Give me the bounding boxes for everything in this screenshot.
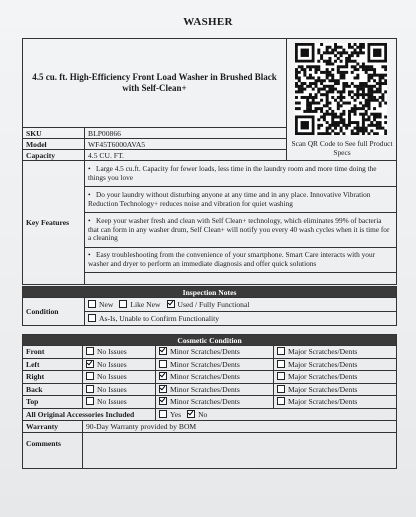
cosmetic-table (22, 334, 397, 469)
cosmetic-option[interactable] (86, 347, 127, 356)
spec-value-sku: BLP00866 (85, 128, 287, 139)
warranty-value: 90-Day Warranty provided by BOM (83, 420, 397, 432)
checkbox-label: No Issues (97, 397, 127, 407)
condition-option[interactable] (88, 314, 219, 323)
bullet-icon: • (88, 189, 91, 199)
checkbox-label: Minor Scratches/Dents (170, 397, 240, 407)
checkbox-icon[interactable] (277, 347, 285, 355)
checkbox-label: No Issues (97, 347, 127, 357)
cosmetic-option[interactable] (159, 397, 240, 406)
comments-field[interactable] (83, 432, 397, 468)
accessories-options (156, 408, 397, 420)
cosmetic-row (23, 358, 397, 371)
condition-options-row (85, 298, 397, 312)
feature-empty-row (85, 273, 397, 285)
qr-caption: Scan QR Code to See full Product Specs (291, 139, 393, 157)
checkbox-icon[interactable] (88, 300, 96, 308)
checkbox-label: Minor Scratches/Dents (170, 372, 240, 382)
checkbox-label: Major Scratches/Dents (288, 347, 358, 357)
cosmetic-option[interactable] (277, 360, 357, 369)
checkbox-icon[interactable] (277, 397, 285, 405)
cosmetic-option[interactable] (86, 397, 127, 406)
product-name: 4.5 cu. ft. High-Efficiency Front Load Washer in Brushed Black with Self-Clean+ (32, 72, 277, 93)
checked-checkbox-icon[interactable] (187, 410, 195, 418)
checkbox-label: Major Scratches/Dents (288, 372, 358, 382)
key-features-label: Key Features (23, 161, 85, 285)
checkbox-label: New (99, 300, 114, 309)
spec-label-capacity: Capacity (23, 150, 85, 161)
warranty-label: Warranty (23, 420, 83, 432)
inspection-table (22, 286, 397, 326)
cosmetic-row-label: Left (23, 358, 83, 371)
cosmetic-option[interactable] (159, 385, 240, 394)
cosmetic-cell (156, 346, 274, 359)
cosmetic-option[interactable] (277, 347, 357, 356)
checkbox-icon[interactable] (277, 372, 285, 380)
cosmetic-row (23, 396, 397, 409)
qr-code-icon[interactable] (295, 43, 387, 135)
cosmetic-row (23, 383, 397, 396)
cosmetic-row-label: Right (23, 371, 83, 384)
feature-item (85, 248, 397, 273)
inspection-header: Inspection Notes (23, 287, 397, 298)
cosmetic-cell (83, 371, 156, 384)
feature-text: Easy troubleshooting from the convenience of your smartphone. Smart Care interacts with your washer and dryer to perform an immediate diagnosis and offer quick solutions (88, 250, 376, 268)
checkbox-icon[interactable] (86, 397, 94, 405)
cosmetic-cell (83, 383, 156, 396)
checkbox-label: Major Scratches/Dents (288, 384, 358, 394)
checkbox-label: No Issues (97, 384, 127, 394)
cosmetic-row-label: Top (23, 396, 83, 409)
feature-text: Large 4.5 cu.ft. Capacity for fewer loads, less time in the laundry room and more time doing the things you love (88, 163, 377, 182)
cosmetic-cell (156, 383, 274, 396)
checkbox-icon[interactable] (119, 300, 127, 308)
cosmetic-cell (83, 346, 156, 359)
feature-item (85, 161, 397, 187)
checkbox-label: Minor Scratches/Dents (170, 384, 240, 394)
checked-checkbox-icon[interactable] (159, 397, 167, 405)
checkbox-label: Minor Scratches/Dents (170, 347, 240, 357)
cosmetic-cell (274, 371, 397, 384)
checkbox-icon[interactable] (86, 372, 94, 380)
cosmetic-cell (156, 371, 274, 384)
cosmetic-row (23, 346, 397, 359)
bullet-icon: • (88, 163, 91, 173)
qr-cell (287, 39, 397, 161)
cosmetic-option[interactable] (86, 372, 127, 381)
checkbox-label: As-Is, Unable to Confirm Functionality (99, 314, 220, 323)
cosmetic-cell (274, 383, 397, 396)
cosmetic-header: Cosmetic Condition (23, 335, 397, 346)
bullet-icon: • (88, 250, 91, 260)
feature-text: Do your laundry without disturbing anyone at any time and in any place. Innovative Vibration Reduction Technology+ reduces noise and vibration for quiet washing (88, 189, 371, 208)
cosmetic-cell (274, 396, 397, 409)
cosmetic-row-label: Front (23, 346, 83, 359)
spec-label-model: Model (23, 139, 85, 150)
spec-value-capacity: 4.5 CU. FT. (85, 150, 287, 161)
product-name-cell (23, 39, 287, 128)
accessories-option[interactable] (187, 410, 207, 419)
cosmetic-option[interactable] (277, 397, 357, 406)
cosmetic-cell (156, 358, 274, 371)
feature-text: Keep your washer fresh and clean with Self Clean+ technology, which eliminates 99% of bacteria that can form in any washer drum, Self Clean+ will notify you every 40 wash cycles when it is time for a cleaning (88, 216, 390, 243)
condition-option[interactable] (119, 300, 160, 309)
cosmetic-cell (156, 396, 274, 409)
cosmetic-option[interactable] (277, 372, 357, 381)
cosmetic-option[interactable] (277, 385, 357, 394)
feature-item (85, 187, 397, 213)
bullet-icon: • (88, 216, 91, 226)
cosmetic-option[interactable] (86, 385, 127, 394)
checked-checkbox-icon[interactable] (159, 385, 167, 393)
feature-item (85, 213, 397, 248)
checkbox-label: No Issues (97, 359, 127, 369)
checkbox-label: Major Scratches/Dents (288, 359, 358, 369)
checkbox-icon[interactable] (86, 385, 94, 393)
checkbox-label: No Issues (97, 372, 127, 382)
cosmetic-row (23, 371, 397, 384)
checkbox-label: Minor Scratches/Dents (170, 359, 240, 369)
cosmetic-option[interactable] (86, 360, 127, 369)
checked-checkbox-icon[interactable] (159, 347, 167, 355)
checkbox-icon[interactable] (277, 360, 285, 368)
condition-option[interactable] (167, 300, 250, 309)
cosmetic-option[interactable] (159, 360, 240, 369)
checkbox-label: Used / Fully Functional (177, 300, 250, 309)
checked-checkbox-icon[interactable] (86, 360, 94, 368)
spec-value-model: WF45T6000AVA5 (85, 139, 287, 150)
condition-label: Condition (23, 298, 85, 326)
cosmetic-cell (274, 358, 397, 371)
condition-option[interactable] (88, 300, 113, 309)
checked-checkbox-icon[interactable] (159, 372, 167, 380)
checked-checkbox-icon[interactable] (167, 300, 175, 308)
condition-options-row (85, 312, 397, 326)
checkbox-icon[interactable] (86, 347, 94, 355)
checkbox-icon[interactable] (277, 385, 285, 393)
checkbox-label: No (198, 409, 208, 419)
cosmetic-cell (83, 396, 156, 409)
cosmetic-cell (274, 346, 397, 359)
checkbox-label: Major Scratches/Dents (288, 397, 358, 407)
comments-label: Comments (23, 432, 83, 468)
checkbox-icon[interactable] (159, 360, 167, 368)
cosmetic-option[interactable] (159, 372, 240, 381)
cosmetic-option[interactable] (159, 347, 240, 356)
checkbox-label: Yes (170, 409, 182, 419)
spec-label-sku: SKU (23, 128, 85, 139)
features-table (22, 160, 397, 285)
checkbox-icon[interactable] (88, 314, 96, 322)
checkbox-label: Like New (130, 300, 161, 309)
accessories-option[interactable] (159, 410, 181, 419)
accessories-label: All Original Accessories Included (23, 408, 156, 420)
document-title: WASHER (183, 16, 233, 28)
product-table (22, 38, 397, 161)
cosmetic-row-label: Back (23, 383, 83, 396)
cosmetic-cell (83, 358, 156, 371)
checkbox-icon[interactable] (159, 410, 167, 418)
